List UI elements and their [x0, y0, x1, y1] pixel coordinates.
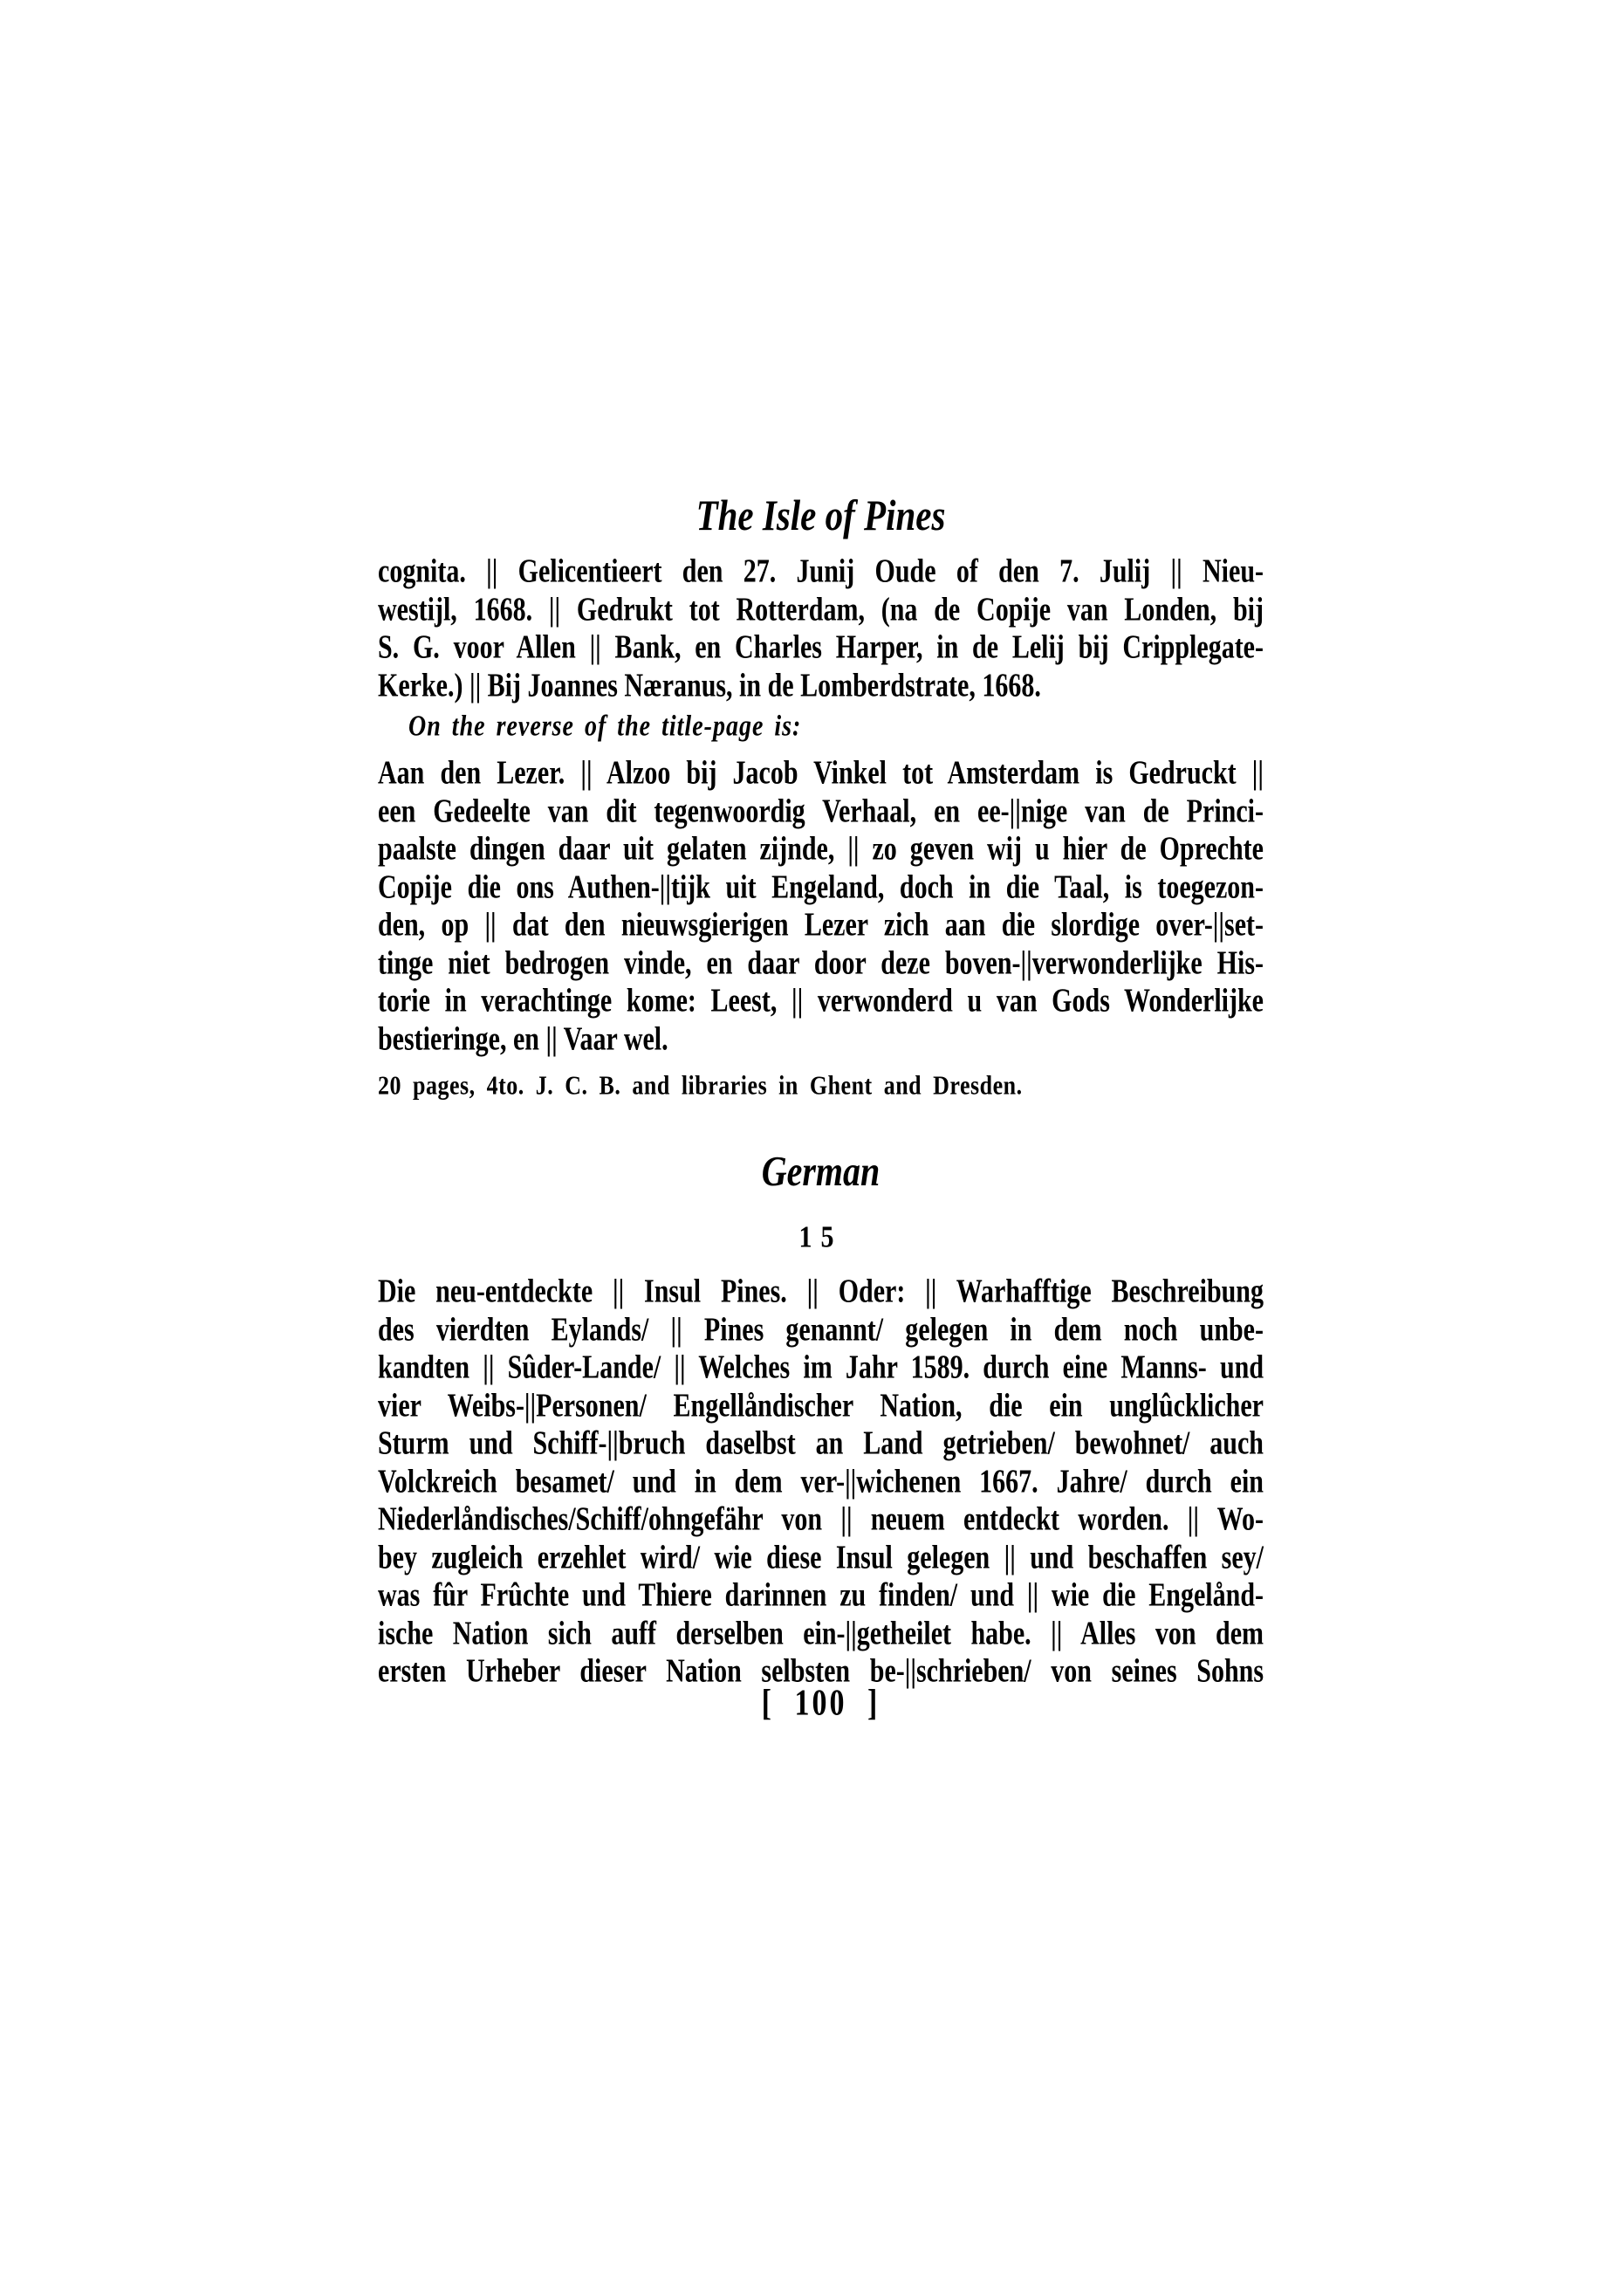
entry-number: 15: [798, 1219, 843, 1254]
text-line: Copije die ons Authen-||tijk uit Engeland, doch in die Taal, is toegezon-: [378, 868, 1264, 906]
text-line: Volckreich besamet/ und in dem ver-||wichenen 1667. Jahre/ durch ein: [378, 1462, 1264, 1500]
text-line: Die neu-entdeckte || Insul Pines. || Oder: || Warhafftige Beschreibung: [378, 1273, 1264, 1310]
text-line: Aan den Lezer. || Alzoo bij Jacob Vinkel tot Amsterdam is Gedruckt ||: [378, 754, 1264, 792]
reader-address-paragraph: [378, 754, 1264, 1058]
section-heading-german: German: [761, 1146, 881, 1195]
text-line: Niederlåndisches/Schiff/ohngefähr von || neuem entdeckt worden. || Wo-: [378, 1500, 1264, 1538]
collation-note: 20 pages, 4to. J. C. B. and libraries in Ghent and Dresden.: [378, 1070, 1023, 1101]
text-line: kandten || Sûder-Lande/ || Welches im Jahr 1589. durch eine Manns- und: [378, 1349, 1264, 1386]
text-line: cognita. || Gelicentieert den 27. Junij Oude of den 7. Julij || Nieu-: [378, 553, 1264, 590]
text-line: Kerke.) || Bij Joannes Næranus, in de Lomberdstrate, 1668.: [378, 666, 1041, 704]
text-line: bey zugleich erzehlet wird/ wie diese Insul gelegen || und beschaffen sey/: [378, 1538, 1264, 1576]
text-line: paalste dingen daar uit gelaten zijnde, || zo geven wij u hier de Oprechte: [378, 830, 1264, 868]
text-line: S. G. voor Allen || Bank, en Charles Harper, in de Lelij bij Cripplegate-: [378, 628, 1264, 666]
text-line: een Gedeelte van dit tegenwoordig Verhaal, en ee-||nige van de Princi-: [378, 792, 1264, 830]
text-line: ische Nation sich auff derselben ein-||getheilet habe. || Alles von dem: [378, 1614, 1264, 1652]
text-line: bestieringe, en || Vaar wel.: [378, 1019, 668, 1058]
text-line: westijl, 1668. || Gedrukt tot Rotterdam, (na de Copije van Londen, bij: [378, 590, 1264, 628]
text-line: tinge niet bedrogen vinde, en daar door deze boven-||verwonderlijke His-: [378, 944, 1264, 982]
dutch-imprint-paragraph: [378, 553, 1264, 704]
text-line: vier Weibs-||Personen/ Engellåndischer Nation, die ein unglûcklicher: [378, 1386, 1264, 1424]
text-line: ersten Urheber dieser Nation selbsten be-||schrieben/ von seines Sohns: [378, 1652, 1264, 1690]
german-title-paragraph: [378, 1273, 1264, 1691]
text-line: torie in verachtinge kome: Leest, || verwonderd u van Gods Wonderlijke: [378, 982, 1264, 1019]
reverse-of-title-page-note: On the reverse of the title-page is:: [408, 710, 802, 743]
text-line: des vierdten Eylands/ || Pines genannt/ gelegen in dem noch unbe-: [378, 1310, 1264, 1349]
text-line: Sturm und Schiff-||bruch daselbst an Land getrieben/ bewohnet/ auch: [378, 1424, 1264, 1462]
running-title: The Isle of Pines: [696, 490, 946, 540]
text-line: was fûr Frûchte und Thiere darinnen zu finden/ und || wie die Engelånd-: [378, 1576, 1264, 1614]
text-line: den, op || dat den nieuwsgierigen Lezer zich aan die slordige over-||set-: [378, 906, 1264, 944]
page-number: [ 100 ]: [761, 1683, 881, 1724]
